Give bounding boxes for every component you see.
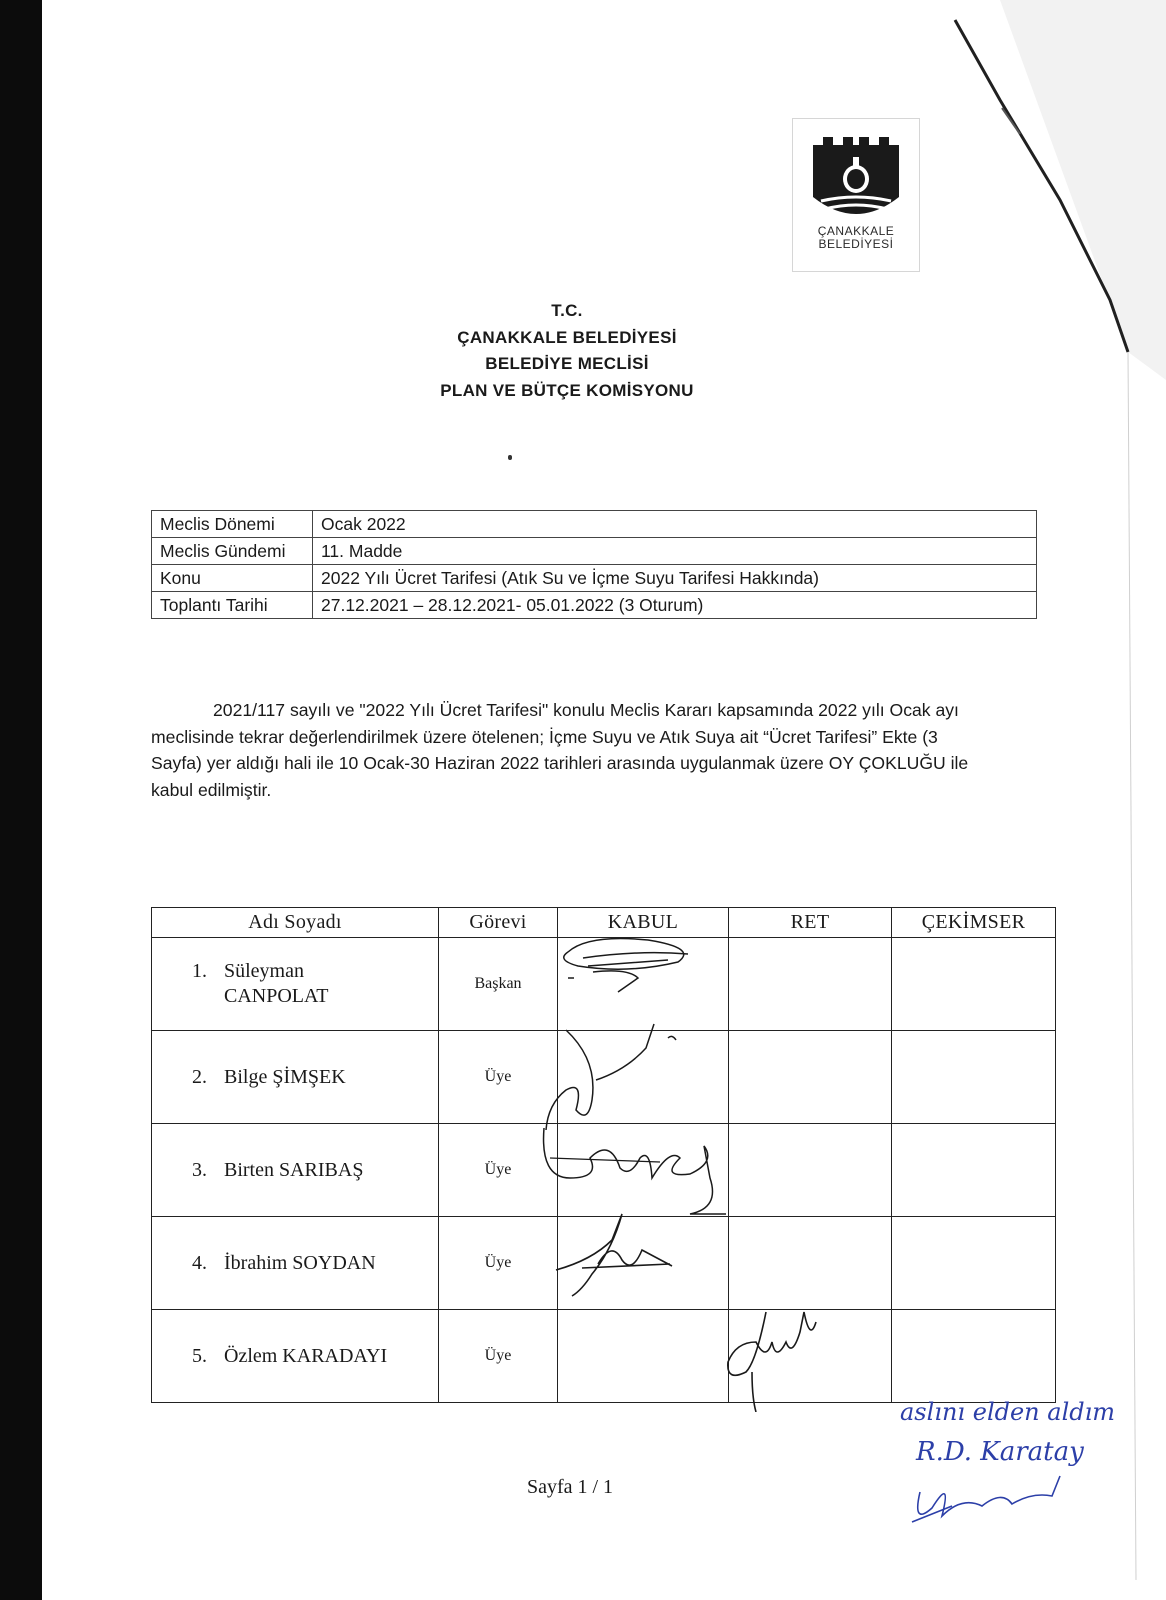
info-value: 27.12.2021 – 28.12.2021- 05.01.2022 (3 Oturum) bbox=[313, 592, 1037, 619]
member-row bbox=[152, 938, 1056, 1031]
scan-edge bbox=[0, 0, 42, 1600]
info-row bbox=[152, 592, 1037, 619]
header-abstain: ÇEKİMSER bbox=[892, 908, 1056, 938]
abstain-cell bbox=[892, 1310, 1056, 1403]
header-line3: BELEDİYE MECLİSİ bbox=[485, 354, 649, 373]
decision-line: kabul edilmiştir. bbox=[151, 779, 272, 800]
decision-line: Sayfa) yer aldığı hali ile 10 Ocak-30 Haziran 2022 tarihleri arasında uygulanmak üzere OY ÇOKLUĞU ile bbox=[151, 753, 969, 773]
note-line2: R.D. Karatay bbox=[916, 1437, 1084, 1467]
municipality-logo bbox=[792, 118, 920, 272]
member-row bbox=[152, 1217, 1056, 1310]
accept-cell bbox=[558, 1124, 729, 1217]
abstain-cell bbox=[892, 1031, 1056, 1124]
member-role: Üye bbox=[439, 1310, 558, 1403]
decision-line: meclisinde tekrar değerlendirilmek üzere ötelenen; İçme Suyu ve Atık Suya ait “Ücret Tarifesi” Ekte (3 bbox=[151, 726, 938, 747]
accept-cell bbox=[558, 1310, 729, 1403]
member-name: 5. Özlem KARADAYI bbox=[152, 1310, 439, 1403]
member-name: 4. İbrahim SOYDAN bbox=[152, 1217, 439, 1310]
document-header bbox=[380, 298, 754, 404]
info-label: Meclis Dönemi bbox=[152, 511, 313, 538]
decision-line: 2021/117 sayılı ve "2022 Yılı Ücret Tarifesi" konulu Meclis Kararı kapsamında 2022 yılı Ocak ayı bbox=[213, 700, 959, 720]
member-name: 3. Birten SARIBAŞ bbox=[152, 1124, 439, 1217]
info-row bbox=[152, 565, 1037, 592]
info-row bbox=[152, 511, 1037, 538]
vote-table-header bbox=[152, 908, 1056, 938]
header-line4: PLAN VE BÜTÇE KOMİSYONU bbox=[440, 380, 694, 400]
info-value: 2022 Yılı Ücret Tarifesi (Atık Su ve İçme Suyu Tarifesi Hakkında) bbox=[313, 565, 1037, 592]
member-role: Başkan bbox=[439, 938, 558, 1031]
header-reject: RET bbox=[729, 908, 892, 938]
member-name: 1. Süleyman CANPOLAT bbox=[152, 938, 439, 1031]
member-row bbox=[152, 1124, 1056, 1217]
reject-cell bbox=[729, 1217, 892, 1310]
member-role: Üye bbox=[439, 1217, 558, 1310]
member-role: Üye bbox=[439, 1031, 558, 1124]
reject-cell bbox=[729, 938, 892, 1031]
reject-cell bbox=[729, 1124, 892, 1217]
city-seal-logo-icon bbox=[807, 127, 905, 225]
header-role: Görevi bbox=[439, 908, 558, 938]
abstain-cell bbox=[892, 1217, 1056, 1310]
note-line1: aslını elden aldım bbox=[900, 1398, 1116, 1426]
info-value: 11. Madde bbox=[313, 538, 1037, 565]
handwritten-note bbox=[892, 1396, 1132, 1536]
vote-table bbox=[151, 907, 1056, 1403]
page-number: Sayfa 1 / 1 bbox=[526, 1476, 614, 1498]
accept-cell bbox=[558, 938, 729, 1031]
info-label: Konu bbox=[152, 565, 313, 592]
info-label: Meclis Gündemi bbox=[152, 538, 313, 565]
scan-speck bbox=[508, 455, 512, 460]
logo-text-line1: ÇANAKKALE bbox=[817, 224, 895, 238]
abstain-cell bbox=[892, 1124, 1056, 1217]
logo-text-line2: BELEDİYESİ bbox=[818, 237, 894, 251]
member-name: 2. Bilge ŞİMŞEK bbox=[152, 1031, 439, 1124]
abstain-cell bbox=[892, 938, 1056, 1031]
header-name: Adı Soyadı bbox=[152, 908, 439, 938]
header-line1: T.C. bbox=[551, 301, 583, 320]
decision-paragraph bbox=[151, 697, 1049, 803]
member-row bbox=[152, 1310, 1056, 1403]
member-role: Üye bbox=[439, 1124, 558, 1217]
info-label: Toplantı Tarihi bbox=[152, 592, 313, 619]
info-value: Ocak 2022 bbox=[313, 511, 1037, 538]
info-row bbox=[152, 538, 1037, 565]
member-row bbox=[152, 1031, 1056, 1124]
header-accept: KABUL bbox=[558, 908, 729, 938]
reject-cell bbox=[729, 1031, 892, 1124]
reject-cell bbox=[729, 1310, 892, 1403]
accept-cell bbox=[558, 1217, 729, 1310]
meeting-info-table bbox=[151, 510, 1037, 619]
header-line2: ÇANAKKALE BELEDİYESİ bbox=[457, 327, 677, 347]
accept-cell bbox=[558, 1031, 729, 1124]
note-signature-icon bbox=[912, 1476, 1060, 1522]
